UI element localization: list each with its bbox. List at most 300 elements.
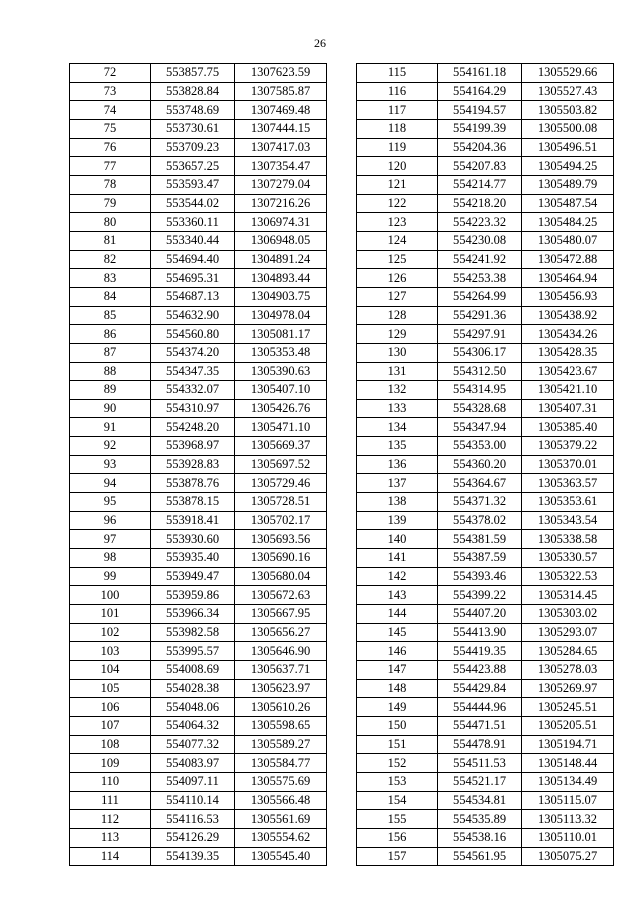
table-row	[70, 623, 327, 642]
point-number-cell: 123	[357, 213, 438, 232]
y-coordinate-cell: 1305693.56	[235, 530, 327, 549]
point-number-cell: 113	[70, 828, 151, 847]
x-coordinate-cell: 554083.97	[151, 754, 235, 773]
y-coordinate-cell: 1305423.67	[522, 362, 614, 381]
point-number-cell: 152	[357, 754, 438, 773]
x-coordinate-cell: 554194.57	[438, 101, 522, 120]
table-row	[357, 549, 614, 568]
y-coordinate-cell: 1305322.53	[522, 567, 614, 586]
point-number-cell: 84	[70, 287, 151, 306]
y-coordinate-cell: 1305113.32	[522, 810, 614, 829]
table-row	[357, 679, 614, 698]
table-row	[70, 754, 327, 773]
x-coordinate-cell: 554241.92	[438, 250, 522, 269]
point-number-cell: 82	[70, 250, 151, 269]
point-number-cell: 112	[70, 810, 151, 829]
x-coordinate-cell: 553828.84	[151, 82, 235, 101]
table-row	[357, 642, 614, 661]
y-coordinate-cell: 1305343.54	[522, 511, 614, 530]
x-coordinate-cell: 553930.60	[151, 530, 235, 549]
y-coordinate-cell: 1307417.03	[235, 138, 327, 157]
y-coordinate-cell: 1307623.59	[235, 64, 327, 83]
point-number-cell: 149	[357, 698, 438, 717]
x-coordinate-cell: 554535.89	[438, 810, 522, 829]
x-coordinate-cell: 554097.11	[151, 772, 235, 791]
y-coordinate-cell: 1305110.01	[522, 828, 614, 847]
x-coordinate-cell: 554139.35	[151, 847, 235, 866]
x-coordinate-cell: 554264.99	[438, 287, 522, 306]
y-coordinate-cell: 1305428.35	[522, 343, 614, 362]
table-row	[357, 586, 614, 605]
x-coordinate-cell: 554008.69	[151, 661, 235, 680]
table-row	[70, 362, 327, 381]
table-row	[70, 64, 327, 83]
y-coordinate-cell: 1307444.15	[235, 119, 327, 138]
table-row	[70, 716, 327, 735]
y-coordinate-cell: 1304978.04	[235, 306, 327, 325]
y-coordinate-cell: 1305353.48	[235, 343, 327, 362]
point-number-cell: 105	[70, 679, 151, 698]
point-number-cell: 115	[357, 64, 438, 83]
y-coordinate-cell: 1305471.10	[235, 418, 327, 437]
y-coordinate-cell: 1305370.01	[522, 455, 614, 474]
x-coordinate-cell: 554116.53	[151, 810, 235, 829]
table-row	[357, 810, 614, 829]
point-number-cell: 147	[357, 661, 438, 680]
point-number-cell: 137	[357, 474, 438, 493]
point-number-cell: 140	[357, 530, 438, 549]
x-coordinate-cell: 553949.47	[151, 567, 235, 586]
x-coordinate-cell: 553360.11	[151, 213, 235, 232]
table-row	[357, 231, 614, 250]
y-coordinate-cell: 1305527.43	[522, 82, 614, 101]
y-coordinate-cell: 1305690.16	[235, 549, 327, 568]
x-coordinate-cell: 553730.61	[151, 119, 235, 138]
table-row	[357, 735, 614, 754]
point-number-cell: 153	[357, 772, 438, 791]
x-coordinate-cell: 554478.91	[438, 735, 522, 754]
x-coordinate-cell: 554347.35	[151, 362, 235, 381]
table-row	[357, 269, 614, 288]
y-coordinate-cell: 1305667.95	[235, 605, 327, 624]
point-number-cell: 119	[357, 138, 438, 157]
table-row	[70, 567, 327, 586]
coordinates-table-left	[69, 63, 327, 866]
y-coordinate-cell: 1305075.27	[522, 847, 614, 866]
point-number-cell: 155	[357, 810, 438, 829]
table-row	[357, 138, 614, 157]
y-coordinate-cell: 1305330.57	[522, 549, 614, 568]
x-coordinate-cell: 554423.88	[438, 661, 522, 680]
x-coordinate-cell: 554328.68	[438, 399, 522, 418]
y-coordinate-cell: 1305379.22	[522, 437, 614, 456]
y-coordinate-cell: 1306948.05	[235, 231, 327, 250]
x-coordinate-cell: 554077.32	[151, 735, 235, 754]
x-coordinate-cell: 554230.08	[438, 231, 522, 250]
y-coordinate-cell: 1305194.71	[522, 735, 614, 754]
x-coordinate-cell: 553918.41	[151, 511, 235, 530]
x-coordinate-cell: 553995.57	[151, 642, 235, 661]
point-number-cell: 106	[70, 698, 151, 717]
table-row	[70, 101, 327, 120]
point-number-cell: 117	[357, 101, 438, 120]
y-coordinate-cell: 1304893.44	[235, 269, 327, 288]
page-number: 26	[314, 36, 326, 50]
point-number-cell: 85	[70, 306, 151, 325]
x-coordinate-cell: 554248.20	[151, 418, 235, 437]
y-coordinate-cell: 1305584.77	[235, 754, 327, 773]
table-row	[357, 716, 614, 735]
y-coordinate-cell: 1305656.27	[235, 623, 327, 642]
table-row	[357, 325, 614, 344]
x-coordinate-cell: 554374.20	[151, 343, 235, 362]
y-coordinate-cell: 1305561.69	[235, 810, 327, 829]
y-coordinate-cell: 1305487.54	[522, 194, 614, 213]
x-coordinate-cell: 554695.31	[151, 269, 235, 288]
y-coordinate-cell: 1305338.58	[522, 530, 614, 549]
point-number-cell: 97	[70, 530, 151, 549]
x-coordinate-cell: 554306.17	[438, 343, 522, 362]
point-number-cell: 135	[357, 437, 438, 456]
table-row	[70, 828, 327, 847]
table-row	[70, 287, 327, 306]
table-row	[70, 306, 327, 325]
y-coordinate-cell: 1305421.10	[522, 381, 614, 400]
y-coordinate-cell: 1305494.25	[522, 157, 614, 176]
table-row	[357, 623, 614, 642]
x-coordinate-cell: 554207.83	[438, 157, 522, 176]
point-number-cell: 122	[357, 194, 438, 213]
y-coordinate-cell: 1305464.94	[522, 269, 614, 288]
point-number-cell: 141	[357, 549, 438, 568]
point-number-cell: 91	[70, 418, 151, 437]
y-coordinate-cell: 1305566.48	[235, 791, 327, 810]
y-coordinate-cell: 1305426.76	[235, 399, 327, 418]
table-row	[357, 64, 614, 83]
y-coordinate-cell: 1305438.92	[522, 306, 614, 325]
x-coordinate-cell: 554632.90	[151, 306, 235, 325]
point-number-cell: 143	[357, 586, 438, 605]
point-number-cell: 75	[70, 119, 151, 138]
point-number-cell: 130	[357, 343, 438, 362]
x-coordinate-cell: 554387.59	[438, 549, 522, 568]
x-coordinate-cell: 553928.83	[151, 455, 235, 474]
x-coordinate-cell: 554164.29	[438, 82, 522, 101]
point-number-cell: 127	[357, 287, 438, 306]
table-row	[357, 791, 614, 810]
x-coordinate-cell: 554028.38	[151, 679, 235, 698]
x-coordinate-cell: 553878.15	[151, 493, 235, 512]
y-coordinate-cell: 1307469.48	[235, 101, 327, 120]
x-coordinate-cell: 554521.17	[438, 772, 522, 791]
y-coordinate-cell: 1305245.51	[522, 698, 614, 717]
point-number-cell: 151	[357, 735, 438, 754]
y-coordinate-cell: 1305472.88	[522, 250, 614, 269]
table-row	[70, 381, 327, 400]
y-coordinate-cell: 1304903.75	[235, 287, 327, 306]
y-coordinate-cell: 1304891.24	[235, 250, 327, 269]
table-row	[70, 119, 327, 138]
y-coordinate-cell: 1305484.25	[522, 213, 614, 232]
point-number-cell: 77	[70, 157, 151, 176]
point-number-cell: 157	[357, 847, 438, 866]
point-number-cell: 98	[70, 549, 151, 568]
point-number-cell: 144	[357, 605, 438, 624]
table-row	[70, 605, 327, 624]
point-number-cell: 114	[70, 847, 151, 866]
table-row	[70, 269, 327, 288]
y-coordinate-cell: 1305646.90	[235, 642, 327, 661]
table-row	[357, 455, 614, 474]
table-row	[357, 418, 614, 437]
y-coordinate-cell: 1305293.07	[522, 623, 614, 642]
point-number-cell: 103	[70, 642, 151, 661]
table-row	[70, 138, 327, 157]
table-row	[70, 250, 327, 269]
x-coordinate-cell: 554126.29	[151, 828, 235, 847]
x-coordinate-cell: 554419.35	[438, 642, 522, 661]
table-row	[70, 530, 327, 549]
x-coordinate-cell: 554204.36	[438, 138, 522, 157]
point-number-cell: 142	[357, 567, 438, 586]
x-coordinate-cell: 554687.13	[151, 287, 235, 306]
x-coordinate-cell: 554538.16	[438, 828, 522, 847]
point-number-cell: 78	[70, 175, 151, 194]
y-coordinate-cell: 1305434.26	[522, 325, 614, 344]
point-number-cell: 121	[357, 175, 438, 194]
point-number-cell: 131	[357, 362, 438, 381]
x-coordinate-cell: 554218.20	[438, 194, 522, 213]
table-row	[357, 194, 614, 213]
point-number-cell: 72	[70, 64, 151, 83]
x-coordinate-cell: 554364.67	[438, 474, 522, 493]
y-coordinate-cell: 1305269.97	[522, 679, 614, 698]
x-coordinate-cell: 554378.02	[438, 511, 522, 530]
y-coordinate-cell: 1305702.17	[235, 511, 327, 530]
x-coordinate-cell: 554161.18	[438, 64, 522, 83]
point-number-cell: 87	[70, 343, 151, 362]
point-number-cell: 129	[357, 325, 438, 344]
y-coordinate-cell: 1307354.47	[235, 157, 327, 176]
point-number-cell: 148	[357, 679, 438, 698]
x-coordinate-cell: 554353.00	[438, 437, 522, 456]
y-coordinate-cell: 1305205.51	[522, 716, 614, 735]
x-coordinate-cell: 554393.46	[438, 567, 522, 586]
point-number-cell: 156	[357, 828, 438, 847]
y-coordinate-cell: 1305623.97	[235, 679, 327, 698]
x-coordinate-cell: 553340.44	[151, 231, 235, 250]
point-number-cell: 136	[357, 455, 438, 474]
table-row	[357, 82, 614, 101]
point-number-cell: 134	[357, 418, 438, 437]
x-coordinate-cell: 553544.02	[151, 194, 235, 213]
x-coordinate-cell: 553857.75	[151, 64, 235, 83]
y-coordinate-cell: 1305589.27	[235, 735, 327, 754]
table-row	[357, 493, 614, 512]
x-coordinate-cell: 554332.07	[151, 381, 235, 400]
x-coordinate-cell: 554413.90	[438, 623, 522, 642]
y-coordinate-cell: 1305081.17	[235, 325, 327, 344]
x-coordinate-cell: 553982.58	[151, 623, 235, 642]
point-number-cell: 120	[357, 157, 438, 176]
point-number-cell: 139	[357, 511, 438, 530]
point-number-cell: 110	[70, 772, 151, 791]
point-number-cell: 94	[70, 474, 151, 493]
x-coordinate-cell: 553657.25	[151, 157, 235, 176]
x-coordinate-cell: 553959.86	[151, 586, 235, 605]
table-row	[70, 213, 327, 232]
y-coordinate-cell: 1305148.44	[522, 754, 614, 773]
point-number-cell: 150	[357, 716, 438, 735]
table-row	[357, 847, 614, 866]
y-coordinate-cell: 1305385.40	[522, 418, 614, 437]
x-coordinate-cell: 554253.38	[438, 269, 522, 288]
point-number-cell: 104	[70, 661, 151, 680]
table-row	[357, 567, 614, 586]
y-coordinate-cell: 1305489.79	[522, 175, 614, 194]
point-number-cell: 76	[70, 138, 151, 157]
y-coordinate-cell: 1305672.63	[235, 586, 327, 605]
point-number-cell: 118	[357, 119, 438, 138]
y-coordinate-cell: 1305390.63	[235, 362, 327, 381]
table-row	[70, 549, 327, 568]
table-row	[70, 493, 327, 512]
table-row	[70, 194, 327, 213]
x-coordinate-cell: 554561.95	[438, 847, 522, 866]
y-coordinate-cell: 1305115.07	[522, 791, 614, 810]
y-coordinate-cell: 1305363.57	[522, 474, 614, 493]
y-coordinate-cell: 1305303.02	[522, 605, 614, 624]
table-row	[70, 82, 327, 101]
table-row	[357, 698, 614, 717]
x-coordinate-cell: 554297.91	[438, 325, 522, 344]
table-row	[357, 754, 614, 773]
table-row	[70, 772, 327, 791]
x-coordinate-cell: 554694.40	[151, 250, 235, 269]
table-row	[357, 474, 614, 493]
table-row	[357, 381, 614, 400]
y-coordinate-cell: 1305680.04	[235, 567, 327, 586]
y-coordinate-cell: 1307279.04	[235, 175, 327, 194]
y-coordinate-cell: 1305554.62	[235, 828, 327, 847]
table-row	[357, 250, 614, 269]
point-number-cell: 116	[357, 82, 438, 101]
y-coordinate-cell: 1305284.65	[522, 642, 614, 661]
table-row	[357, 605, 614, 624]
y-coordinate-cell: 1305728.51	[235, 493, 327, 512]
x-coordinate-cell: 553935.40	[151, 549, 235, 568]
y-coordinate-cell: 1305407.10	[235, 381, 327, 400]
table-row	[357, 661, 614, 680]
table-row	[70, 661, 327, 680]
point-number-cell: 90	[70, 399, 151, 418]
y-coordinate-cell: 1305669.37	[235, 437, 327, 456]
y-coordinate-cell: 1305598.65	[235, 716, 327, 735]
x-coordinate-cell: 554064.32	[151, 716, 235, 735]
x-coordinate-cell: 553966.34	[151, 605, 235, 624]
point-number-cell: 145	[357, 623, 438, 642]
table-row	[70, 847, 327, 866]
table-row	[357, 119, 614, 138]
y-coordinate-cell: 1305407.31	[522, 399, 614, 418]
table-row	[70, 231, 327, 250]
x-coordinate-cell: 554199.39	[438, 119, 522, 138]
point-number-cell: 79	[70, 194, 151, 213]
y-coordinate-cell: 1305500.08	[522, 119, 614, 138]
x-coordinate-cell: 554048.06	[151, 698, 235, 717]
y-coordinate-cell: 1305314.45	[522, 586, 614, 605]
table-row	[70, 399, 327, 418]
point-number-cell: 89	[70, 381, 151, 400]
table-row	[70, 455, 327, 474]
x-coordinate-cell: 554471.51	[438, 716, 522, 735]
point-number-cell: 92	[70, 437, 151, 456]
point-number-cell: 108	[70, 735, 151, 754]
point-number-cell: 73	[70, 82, 151, 101]
table-row	[357, 287, 614, 306]
table-row	[70, 157, 327, 176]
y-coordinate-cell: 1305575.69	[235, 772, 327, 791]
y-coordinate-cell: 1306974.31	[235, 213, 327, 232]
table-row	[357, 772, 614, 791]
table-row	[70, 586, 327, 605]
table-row	[70, 437, 327, 456]
x-coordinate-cell: 554214.77	[438, 175, 522, 194]
point-number-cell: 101	[70, 605, 151, 624]
point-number-cell: 125	[357, 250, 438, 269]
point-number-cell: 109	[70, 754, 151, 773]
table-row	[70, 175, 327, 194]
point-number-cell: 95	[70, 493, 151, 512]
table-row	[70, 791, 327, 810]
table-row	[357, 175, 614, 194]
x-coordinate-cell: 554371.32	[438, 493, 522, 512]
point-number-cell: 80	[70, 213, 151, 232]
point-number-cell: 107	[70, 716, 151, 735]
x-coordinate-cell: 554291.36	[438, 306, 522, 325]
x-coordinate-cell: 554511.53	[438, 754, 522, 773]
point-number-cell: 86	[70, 325, 151, 344]
y-coordinate-cell: 1305480.07	[522, 231, 614, 250]
table-row	[70, 325, 327, 344]
point-number-cell: 133	[357, 399, 438, 418]
y-coordinate-cell: 1305610.26	[235, 698, 327, 717]
x-coordinate-cell: 553593.47	[151, 175, 235, 194]
y-coordinate-cell: 1305496.51	[522, 138, 614, 157]
x-coordinate-cell: 553748.69	[151, 101, 235, 120]
x-coordinate-cell: 554399.22	[438, 586, 522, 605]
point-number-cell: 83	[70, 269, 151, 288]
table-row	[70, 735, 327, 754]
table-row	[357, 362, 614, 381]
x-coordinate-cell: 554310.97	[151, 399, 235, 418]
y-coordinate-cell: 1305456.93	[522, 287, 614, 306]
y-coordinate-cell: 1307585.87	[235, 82, 327, 101]
y-coordinate-cell: 1305503.82	[522, 101, 614, 120]
x-coordinate-cell: 554110.14	[151, 791, 235, 810]
point-number-cell: 88	[70, 362, 151, 381]
table-row	[70, 418, 327, 437]
point-number-cell: 93	[70, 455, 151, 474]
x-coordinate-cell: 554314.95	[438, 381, 522, 400]
x-coordinate-cell: 554407.20	[438, 605, 522, 624]
point-number-cell: 102	[70, 623, 151, 642]
table-row	[357, 213, 614, 232]
table-row	[357, 306, 614, 325]
x-coordinate-cell: 554560.80	[151, 325, 235, 344]
x-coordinate-cell: 554360.20	[438, 455, 522, 474]
y-coordinate-cell: 1305545.40	[235, 847, 327, 866]
